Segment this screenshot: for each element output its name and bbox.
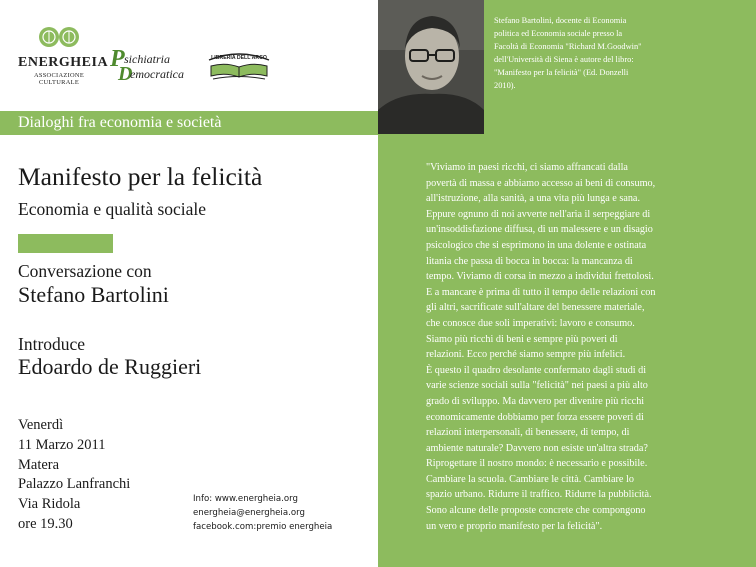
svg-text:sichiatria: sichiatria [124,52,171,66]
quote-line: Cambiare la scuola. Cambiare le città. Cambiare lo [426,473,634,485]
libreria-book-icon [205,46,273,86]
event-title: Manifesto per la felicità [18,162,263,191]
event-city: Matera [18,456,60,473]
quote-line: povertà di massa e abbiamo accesso ai beni di consumo, [426,177,656,189]
quote-line: all'istruzione, alla sanità, a una vita più lunga e sana. [426,193,641,205]
quote-line: Riprogettare il nostro mondo: è necessario e possibile. [426,458,648,470]
energheia-logo [18,26,109,86]
quote-line: psicologico che si esprimono in una dolente e ostinata [426,239,647,251]
quote-line: un'insoddisfazione diffusa, di un malessere e un disagio [426,224,653,236]
author-portrait-image [378,0,484,134]
event-day: Venerdì [18,417,64,433]
energheia-subtitle: ASSOCIAZIONE CULTURALE [33,72,85,86]
quote-line: che conosce due soli imperativi: lavoro e consumo. [426,317,635,329]
introduce-label: Introduce [18,334,86,354]
series-title: Dialoghi fra economia e società [18,114,222,131]
speaker-name: Stefano Bartolini [18,282,169,307]
quote-line: grado di sviluppo. Ma davvero per divenire più ricchi [426,395,645,407]
event-details [18,416,130,535]
quote-line: Eppure ognuno di noi avverte nell'aria il serpeggiare di [426,208,651,220]
bio-line: dell'Università di Siena è autore del libro: [494,55,634,64]
event-venue: Palazzo Lanfranchi [18,476,131,493]
svg-text:P: P [110,46,125,72]
quote-line: relazioni. Ecco perché siamo sempre più infelici. [426,349,626,361]
bio-line: "Manifesto per la felicità" (Ed. Donzelli [494,68,629,77]
psichiatria-democratica-logo [110,46,200,86]
quote-line: gli altri, sacrificate sull'altare del benessere materiale, [426,302,645,314]
quote-line: Siamo più ricchi di beni e sempre più poveri di [426,333,618,345]
quote-line: un vero e proprio manifesto per la felicità". [426,520,603,532]
event-street: Via Ridola [18,496,81,513]
author-bio [494,14,734,92]
event-date: 11 Marzo 2011 [18,436,106,453]
info-email: energheia@energheia.org [193,507,305,518]
quote-line: tempo. Viviamo di corsa in mezzo a individui frettolosi. [426,271,654,283]
psichiatria-democratica-logo-image [110,46,200,86]
quote-line: spazio urbano. Ridurre il traffico. Ridurre la pubblicità. [426,489,652,501]
event-time: ore 19.30 [18,515,73,532]
bio-line: politica ed Economia sociale presso la [494,29,623,38]
conversation-label: Conversazione con [18,261,152,281]
energheia-emblem-icon [37,26,81,48]
quote-line: varie scienze sociali sulla "felicità" nei paesi a più alto [426,380,648,392]
libreria-dellarco-logo [205,46,273,86]
quote-line: È questo il quadro desolante confermato dagli studi di [426,364,647,376]
quote-line: "Viviamo in paesi ricchi, ci siamo affrancati dalla [426,162,628,173]
quote-line: relazioni interpersonali, di benessere, di tempo, di [426,427,630,439]
svg-text:emocratica: emocratica [130,67,184,81]
accent-block [18,234,113,253]
quote-line: E a mancare è prima di tutto il tempo delle relazioni con [426,286,656,298]
introducer-name: Edoardo de Ruggieri [18,354,202,379]
event-subtitle: Economia e qualità sociale [18,199,207,219]
svg-text:D: D [118,63,133,85]
quote-line: Sono alcune delle proposte concrete che compongono [426,505,646,517]
quote-line: litania che passa di bocca in bocca: la mancanza di [426,255,633,267]
info-facebook: facebook.com:premio energheia [193,521,333,532]
bio-line: Stefano Bartolini, docente di Economia [494,16,627,25]
svg-text:LIBRERIA DELL'ARCO: LIBRERIA DELL'ARCO [211,55,267,61]
contact-info [193,493,332,534]
energheia-name: ENERGHEIA [18,55,109,70]
bio-line: 2010). [494,81,516,90]
info-website: Info: www.energheia.org [193,494,298,504]
quote-line: economicamente dobbiamo per forza essere poveri di [426,411,644,423]
book-quote [426,160,722,534]
bio-line: Facoltà di Economia "Richard M.Goodwin" [494,42,642,51]
author-photo [378,0,484,134]
quote-line: ambiente naturale? Davvero non esiste un'altra strada? [426,442,648,454]
